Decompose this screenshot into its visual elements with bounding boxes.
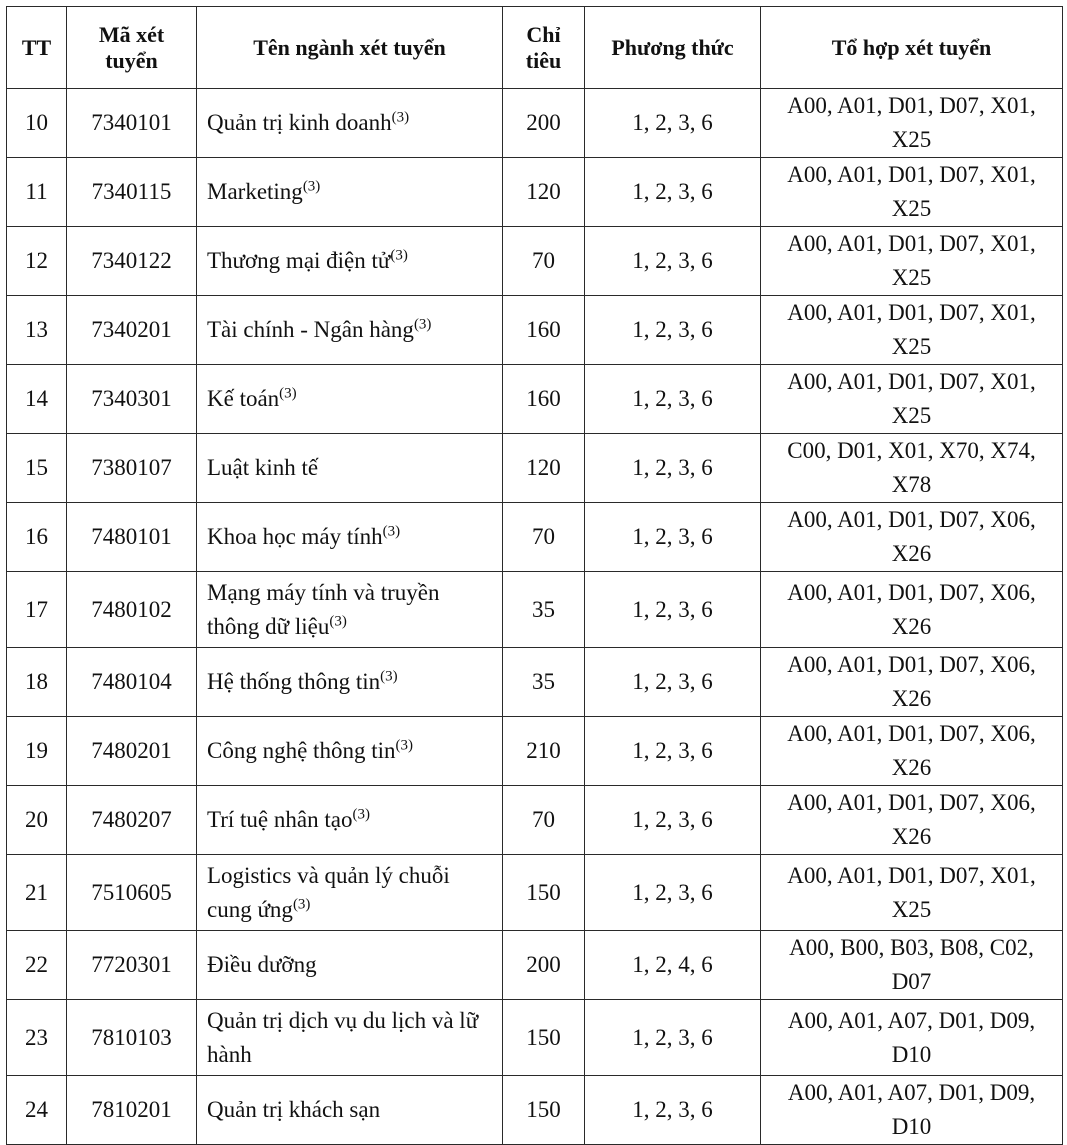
cell-combo: A00, A01, A07, D01, D09, D10	[761, 1000, 1063, 1076]
table-row	[7, 503, 1063, 572]
cell-method: 1, 2, 3, 6	[585, 434, 761, 503]
cell-combo: A00, A01, D01, D07, X06, X26	[761, 648, 1063, 717]
cell-method: 1, 2, 3, 6	[585, 296, 761, 365]
table-header-row	[7, 7, 1063, 89]
cell-quota: 200	[503, 931, 585, 1000]
header-quota: Chỉ tiêu	[503, 7, 585, 89]
cell-tt: 20	[7, 786, 67, 855]
cell-code: 7720301	[67, 931, 197, 1000]
footnote-marker: (3)	[413, 316, 432, 333]
cell-combo: A00, A01, D01, D07, X06, X26	[761, 503, 1063, 572]
cell-code: 7810201	[67, 1076, 197, 1145]
cell-tt: 19	[7, 717, 67, 786]
header-name: Tên ngành xét tuyển	[197, 7, 503, 89]
cell-code: 7340101	[67, 89, 197, 158]
program-name: Công nghệ thông tin	[207, 738, 396, 763]
table-row	[7, 786, 1063, 855]
table-row	[7, 931, 1063, 1000]
program-name: Điều dưỡng	[207, 952, 317, 977]
program-name: Thương mại điện tử	[207, 248, 391, 273]
cell-combo: A00, A01, D01, D07, X01, X25	[761, 227, 1063, 296]
cell-combo: A00, A01, D01, D07, X01, X25	[761, 855, 1063, 931]
cell-quota: 120	[503, 158, 585, 227]
program-name: Marketing	[207, 179, 303, 204]
footnote-marker: (3)	[279, 385, 297, 402]
cell-quota: 160	[503, 365, 585, 434]
cell-name	[197, 931, 503, 1000]
header-combo: Tổ hợp xét tuyển	[761, 7, 1063, 89]
program-name: Logistics và quản lý chuỗi cung ứng	[207, 862, 450, 922]
table-row	[7, 717, 1063, 786]
cell-method: 1, 2, 3, 6	[585, 365, 761, 434]
cell-quota: 70	[503, 503, 585, 572]
cell-name	[197, 1000, 503, 1076]
cell-quota: 70	[503, 786, 585, 855]
cell-code: 7340122	[67, 227, 197, 296]
cell-name	[197, 296, 503, 365]
cell-name	[197, 503, 503, 572]
table-row	[7, 855, 1063, 931]
cell-quota: 160	[503, 296, 585, 365]
cell-method: 1, 2, 4, 6	[585, 931, 761, 1000]
cell-code: 7380107	[67, 434, 197, 503]
cell-name	[197, 158, 503, 227]
cell-code: 7480101	[67, 503, 197, 572]
admissions-table-container	[6, 6, 1063, 1145]
cell-combo: A00, A01, D01, D07, X01, X25	[761, 365, 1063, 434]
program-name: Khoa học máy tính	[207, 524, 383, 549]
cell-tt: 16	[7, 503, 67, 572]
cell-name	[197, 1076, 503, 1145]
cell-combo: C00, D01, X01, X70, X74, X78	[761, 434, 1063, 503]
cell-name	[197, 855, 503, 931]
cell-method: 1, 2, 3, 6	[585, 227, 761, 296]
cell-tt: 10	[7, 89, 67, 158]
header-code: Mã xét tuyển	[67, 7, 197, 89]
table-row	[7, 1000, 1063, 1076]
cell-quota: 70	[503, 227, 585, 296]
table-row	[7, 1076, 1063, 1145]
table-row	[7, 648, 1063, 717]
cell-quota: 150	[503, 855, 585, 931]
cell-method: 1, 2, 3, 6	[585, 572, 761, 648]
cell-tt: 12	[7, 227, 67, 296]
program-name: Quản trị khách sạn	[207, 1097, 381, 1122]
cell-quota: 35	[503, 572, 585, 648]
cell-code: 7340201	[67, 296, 197, 365]
cell-name	[197, 365, 503, 434]
cell-code: 7510605	[67, 855, 197, 931]
cell-method: 1, 2, 3, 6	[585, 89, 761, 158]
program-name: Quản trị dịch vụ du lịch và lữ hành	[207, 1007, 479, 1067]
footnote-marker: (3)	[302, 178, 321, 195]
cell-tt: 23	[7, 1000, 67, 1076]
cell-combo: A00, A01, A07, D01, D09, D10	[761, 1076, 1063, 1145]
cell-combo: A00, B00, B03, B08, C02, D07	[761, 931, 1063, 1000]
cell-quota: 150	[503, 1076, 585, 1145]
program-name: Hệ thống thông tin	[207, 669, 381, 694]
cell-code: 7480104	[67, 648, 197, 717]
cell-tt: 18	[7, 648, 67, 717]
cell-method: 1, 2, 3, 6	[585, 717, 761, 786]
table-body	[7, 89, 1063, 1145]
footnote-marker: (3)	[382, 523, 401, 540]
program-name: Luật kinh tế	[207, 455, 319, 480]
cell-combo: A00, A01, D01, D07, X06, X26	[761, 786, 1063, 855]
cell-tt: 24	[7, 1076, 67, 1145]
table-row	[7, 158, 1063, 227]
cell-method: 1, 2, 3, 6	[585, 1076, 761, 1145]
program-name: Mạng máy tính và truyền thông dữ liệu	[207, 579, 440, 639]
table-row	[7, 572, 1063, 648]
admissions-table	[6, 6, 1063, 1145]
cell-name	[197, 434, 503, 503]
footnote-marker: (3)	[380, 668, 398, 685]
cell-tt: 17	[7, 572, 67, 648]
cell-tt: 14	[7, 365, 67, 434]
cell-code: 7340115	[67, 158, 197, 227]
cell-quota: 200	[503, 89, 585, 158]
cell-tt: 22	[7, 931, 67, 1000]
cell-method: 1, 2, 3, 6	[585, 158, 761, 227]
cell-name	[197, 786, 503, 855]
table-row	[7, 434, 1063, 503]
cell-method: 1, 2, 3, 6	[585, 503, 761, 572]
cell-code: 7480207	[67, 786, 197, 855]
cell-code: 7340301	[67, 365, 197, 434]
cell-tt: 15	[7, 434, 67, 503]
footnote-marker: (3)	[390, 247, 408, 264]
cell-method: 1, 2, 3, 6	[585, 648, 761, 717]
cell-name	[197, 227, 503, 296]
cell-code: 7480102	[67, 572, 197, 648]
cell-name	[197, 572, 503, 648]
cell-method: 1, 2, 3, 6	[585, 786, 761, 855]
cell-name	[197, 648, 503, 717]
footnote-marker: (3)	[292, 895, 311, 912]
cell-code: 7810103	[67, 1000, 197, 1076]
cell-name	[197, 89, 503, 158]
cell-quota: 210	[503, 717, 585, 786]
program-name: Trí tuệ nhân tạo	[207, 807, 353, 832]
cell-quota: 35	[503, 648, 585, 717]
cell-tt: 21	[7, 855, 67, 931]
cell-quota: 120	[503, 434, 585, 503]
footnote-marker: (3)	[329, 612, 347, 629]
footnote-marker: (3)	[352, 806, 370, 823]
footnote-marker: (3)	[391, 109, 410, 126]
cell-tt: 13	[7, 296, 67, 365]
cell-combo: A00, A01, D01, D07, X01, X25	[761, 158, 1063, 227]
cell-combo: A00, A01, D01, D07, X06, X26	[761, 717, 1063, 786]
table-row	[7, 227, 1063, 296]
cell-method: 1, 2, 3, 6	[585, 1000, 761, 1076]
cell-quota: 150	[503, 1000, 585, 1076]
header-tt: TT	[7, 7, 67, 89]
header-method: Phương thức	[585, 7, 761, 89]
cell-code: 7480201	[67, 717, 197, 786]
cell-combo: A00, A01, D01, D07, X06, X26	[761, 572, 1063, 648]
program-name: Quản trị kinh doanh	[207, 110, 392, 135]
cell-combo: A00, A01, D01, D07, X01, X25	[761, 89, 1063, 158]
cell-tt: 11	[7, 158, 67, 227]
cell-method: 1, 2, 3, 6	[585, 855, 761, 931]
table-row	[7, 296, 1063, 365]
program-name: Kế toán	[207, 386, 280, 411]
footnote-marker: (3)	[395, 737, 413, 754]
table-row	[7, 89, 1063, 158]
cell-name	[197, 717, 503, 786]
cell-combo: A00, A01, D01, D07, X01, X25	[761, 296, 1063, 365]
table-row	[7, 365, 1063, 434]
program-name: Tài chính - Ngân hàng	[207, 317, 414, 342]
